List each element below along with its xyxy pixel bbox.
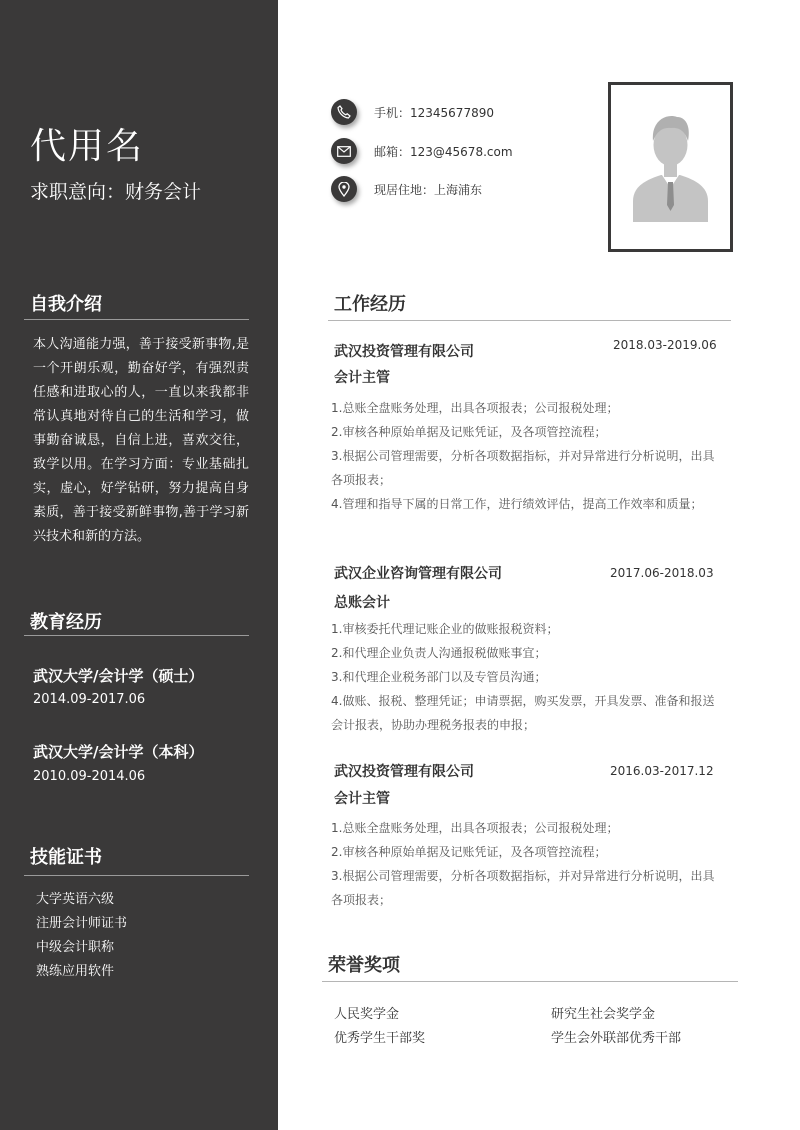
job-company: 武汉投资管理有限公司 [334,344,474,360]
job-duties [331,816,725,912]
profile-photo [608,82,733,252]
duty-item: 2.和代理企业负责人沟通报税做账事宜； [331,646,547,660]
duty-item: 3.和代理企业税务部门以及专管员沟通； [331,670,547,684]
skill-item: 中级会计职称 [36,940,115,955]
intro-text: 本人沟通能力强，善于接受新事物,是一个开朗乐观，勤奋好学，有强烈责任感和进取心的人，一直以来我都非常认真地对待自己的生活和学习，做事勤奋诚恳，自信上进，喜欢交往，致学以用。在学习方面：专业基础扎实，虚心，好学钻研，努力提高自身素质，善于接受新鲜事物,善于学习新兴技术和新的方法。 [33,337,249,544]
duty-item: 2.审核各种原始单据及记账凭证，及各项管控流程； [331,425,607,439]
duty-item: 1.总账全盘账务处理，出具各项报表；公司报税处理； [331,401,619,415]
sidebar [0,0,278,1130]
work-heading: 工作经历 [334,294,406,315]
duty-item: 2.审核各种原始单据及记账凭证，及各项管控流程； [331,845,607,859]
job-intent: 求职意向：财务会计 [30,181,202,203]
location-pin-icon [331,176,357,202]
award-item: 学生会外联部优秀干部 [551,1031,682,1046]
candidate-name: 代用名 [30,126,145,167]
job-role: 会计主管 [334,370,390,386]
skill-item: 熟练应用软件 [36,964,115,979]
contact-address [331,176,482,202]
skills-heading: 技能证书 [30,847,102,868]
awards-heading: 荣誉奖项 [328,955,400,976]
job-date: 2016.03-2017.12 [610,764,714,778]
award-item: 人民奖学金 [334,1007,400,1022]
job-duties [331,396,725,516]
duty-item: 3.根据公司管理需要，分析各项数据指标，并对异常进行分析说明，出具各项报表； [331,869,715,907]
email-text: 邮箱：123@45678.com [374,144,513,159]
skill-item: 大学英语六级 [36,892,115,907]
duty-item: 3.根据公司管理需要，分析各项数据指标，并对异常进行分析说明，出具各项报表； [331,449,715,487]
duty-item: 1.总账全盘账务处理，出具各项报表；公司报税处理； [331,821,619,835]
mail-icon [331,138,357,164]
contact-email [331,138,513,164]
job-date: 2018.03-2019.06 [613,338,717,352]
awards-divider [322,981,738,982]
duty-item: 4.管理和指导下属的日常工作，进行绩效评估，提高工作效率和质量； [331,497,703,511]
skills-divider [24,875,249,876]
address-text: 现居住地：上海浦东 [374,182,483,197]
work-divider [328,320,731,321]
education-date: 2014.09-2017.06 [33,692,146,707]
skill-item: 注册会计师证书 [36,916,128,931]
award-item: 研究生社会奖学金 [551,1007,656,1022]
duty-item: 4.做账、报税、整理凭证；申请票据，购买发票，开具发票、准备和报送会计报表，协助办理税务报表的申报； [331,694,715,732]
job-role: 会计主管 [334,791,390,807]
education-divider [24,635,249,636]
education-date: 2010.09-2014.06 [33,769,146,784]
phone-icon [331,99,357,125]
award-item: 优秀学生干部奖 [334,1031,426,1046]
duty-item: 1.审核委托代理记账企业的做账报税资料； [331,622,559,636]
job-duties [331,617,725,737]
job-date: 2017.06-2018.03 [610,566,714,580]
job-company: 武汉投资管理有限公司 [334,764,474,780]
education-school: 武汉大学/会计学（硕士） [33,667,204,685]
phone-text: 手机：12345677890 [374,105,494,120]
contact-phone [331,99,494,125]
education-heading: 教育经历 [30,612,102,633]
avatar-icon [611,85,730,249]
job-role: 总账会计 [334,595,390,611]
intro-divider [24,319,249,320]
intro-heading: 自我介绍 [30,294,102,315]
job-company: 武汉企业咨询管理有限公司 [334,566,502,582]
education-school: 武汉大学/会计学（本科） [33,743,204,761]
